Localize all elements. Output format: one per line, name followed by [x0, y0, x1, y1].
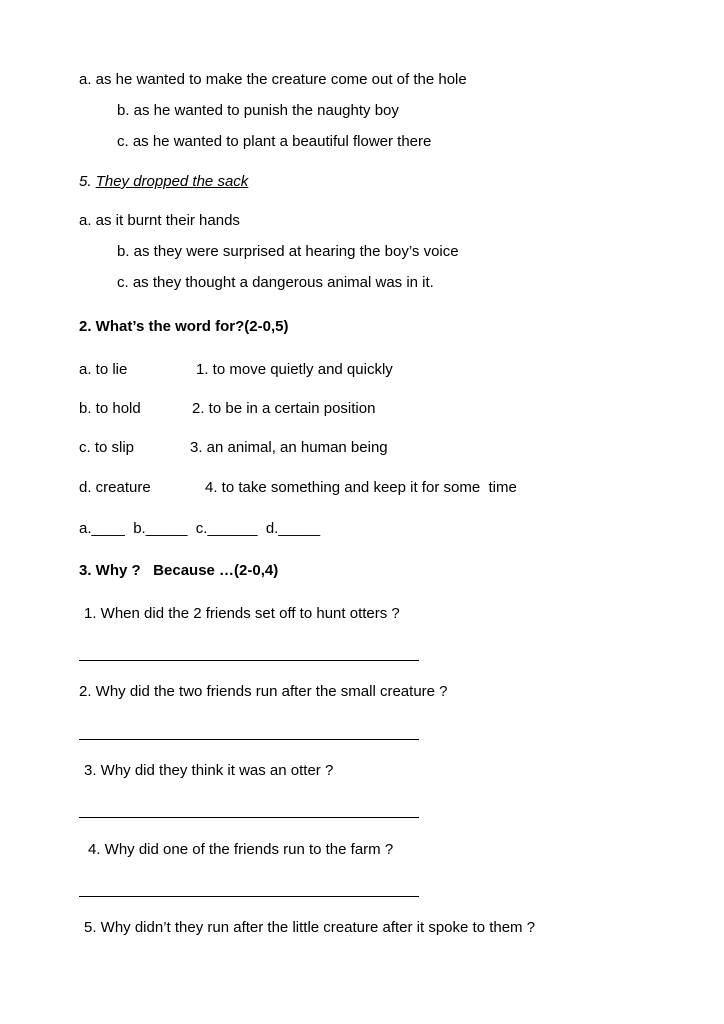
answer-line-4[interactable]	[79, 896, 419, 897]
definition-1: 1. to move quietly and quickly	[196, 361, 393, 378]
definition-3: 3. an animal, an human being	[190, 439, 388, 456]
word-b: b. to hold	[79, 400, 141, 417]
q4-option-a: a. as he wanted to make the creature come out of the hole	[79, 71, 467, 88]
why-question-1: 1. When did the 2 friends set off to hunt otters ?	[84, 605, 400, 622]
q5-option-c: c. as they thought a dangerous animal was in it.	[117, 274, 434, 291]
word-d: d. creature	[79, 479, 151, 496]
definition-2: 2. to be in a certain position	[192, 400, 376, 417]
why-question-5: 5. Why didn’t they run after the little creature after it spoke to them ?	[84, 919, 536, 936]
why-question-4: 4. Why did one of the friends run to the farm ?	[88, 841, 394, 858]
section2-heading: 2. What’s the word for?(2-0,5)	[79, 318, 289, 335]
q4-option-c: c. as he wanted to plant a beautiful flower there	[117, 133, 432, 150]
q5-number: 5.	[79, 173, 96, 190]
why-question-3: 3. Why did they think it was an otter ?	[84, 762, 334, 779]
answer-line-2[interactable]	[79, 739, 419, 740]
word-a: a. to lie	[79, 361, 128, 378]
matching-answer-row: a.____ b._____ c.______ d._____	[79, 520, 321, 537]
q5-option-b: b. as they were surprised at hearing the boy’s voice	[117, 243, 459, 260]
why-question-2: 2. Why did the two friends run after the small creature ?	[79, 683, 448, 700]
q5-stem-text: They dropped the sack	[95, 173, 249, 190]
q4-option-b: b. as he wanted to punish the naughty boy	[117, 102, 399, 119]
definition-4: 4. to take something and keep it for some time	[205, 479, 517, 496]
q5-stem	[79, 173, 248, 191]
q5-option-a: a. as it burnt their hands	[79, 212, 240, 229]
section3-heading: 3. Why ? Because …(2-0,4)	[79, 562, 279, 579]
answer-line-3[interactable]	[79, 817, 419, 818]
word-c: c. to slip	[79, 439, 135, 456]
answer-line-1[interactable]	[79, 660, 419, 661]
